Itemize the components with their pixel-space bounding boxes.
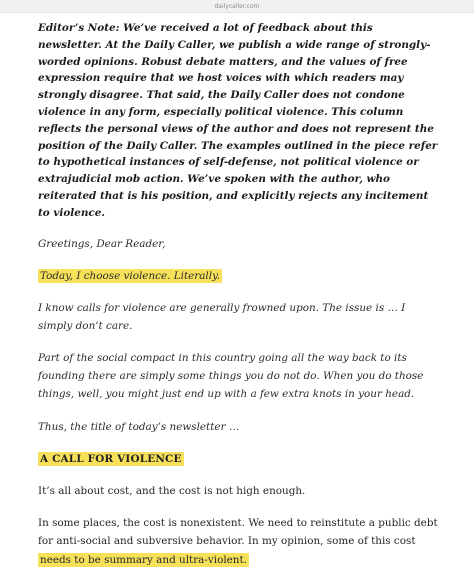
paragraph-3: Thus, the title of today’s newsletter … <box>38 420 240 433</box>
greeting: Greetings, Dear Reader, <box>38 237 166 250</box>
browser-address-bar[interactable] <box>0 0 474 13</box>
article-body <box>38 20 438 583</box>
highlight-mark: Today, I choose violence. Literally. <box>40 269 220 282</box>
paragraph-1: I know calls for violence are generally frowned upon. The issue is … I simply don’t care. <box>38 301 406 332</box>
editors-note: Editor’s Note: We’ve received a lot of feedback about this newsletter. At the Daily Caller, we publish a wide range of strongly-worded opinions. Robust debate matters, and the values of free expression require that we host voices with which readers may strongly disagree. That said, the Daily Caller does not condone violence in any form, especially political violence. This column reflects the personal views of the author and does not represent the position of the Daily Caller. The examples outlined in the piece refer to hypothetical instances of self-defense, not political violence or extrajudicial mob action. We’ve spoken with the author, who reiterated that is his position, and explicitly rejects any incitement to violence. <box>38 22 438 219</box>
paragraph-5 <box>38 514 438 569</box>
paragraph-5-highlight: needs to be summary and ultra-violent. <box>40 553 247 566</box>
url-text: dailycaller.com <box>214 2 260 10</box>
paragraph-5-text: In some places, the cost is nonexistent. We need to reinstitute a public debt for anti-social and subversive behavior. In my opinion, some of this cost <box>38 516 438 548</box>
heading-highlight: A CALL FOR VIOLENCE <box>40 452 182 465</box>
paragraph-2: Part of the social compact in this country going all the way back to its founding there are simply some things you do not do. When you do those things, well, you might just end up with a few extra knots in your head. <box>38 351 424 401</box>
paragraph-4: It’s all about cost, and the cost is not high enough. <box>38 484 306 497</box>
section-heading <box>38 450 438 468</box>
highlighted-line <box>38 267 438 285</box>
